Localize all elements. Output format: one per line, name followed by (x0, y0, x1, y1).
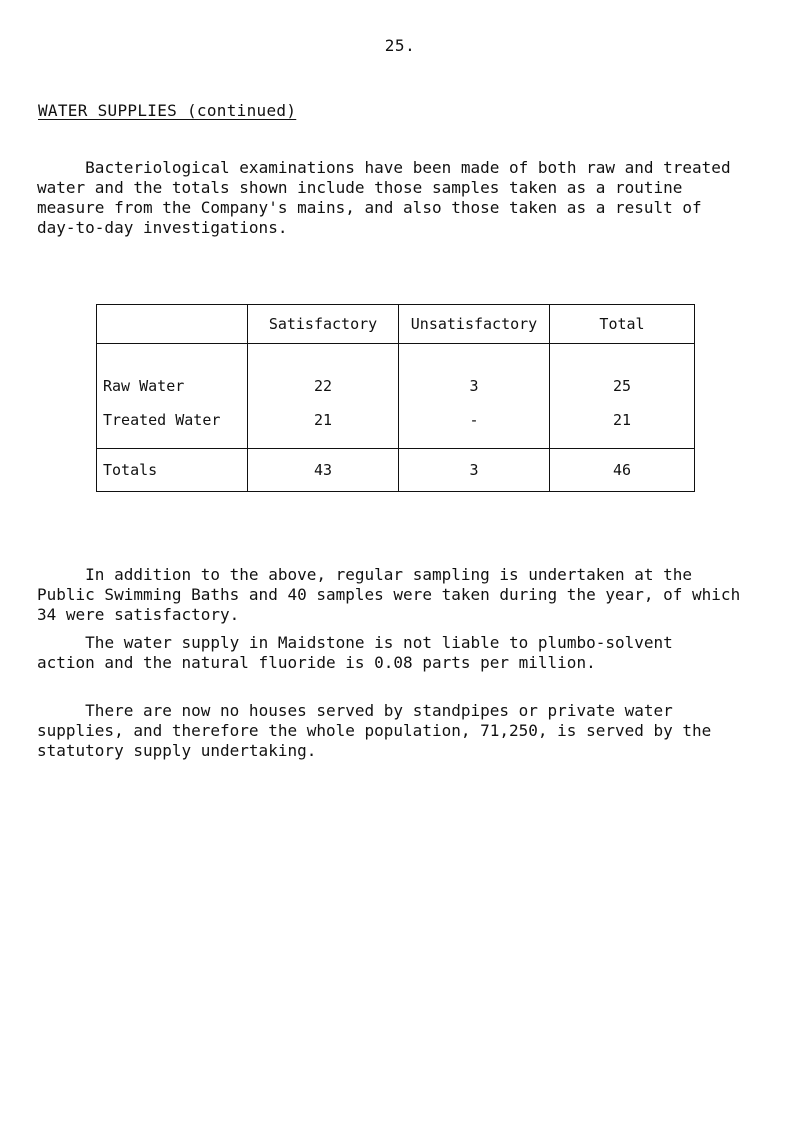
paragraph-fluoride: The water supply in Maidstone is not liable to plumbo-solvent action and the natural fluoride is 0.08 parts per million. (37, 633, 673, 672)
section-heading: WATER SUPPLIES (continued) (38, 101, 297, 120)
paragraph-swimming-baths: In addition to the above, regular sampling is undertaken at the Public Swimming Baths and 40 samples were taken during the year, of which 34 were satisfactory. (37, 565, 741, 624)
page-number: 25. (384, 36, 416, 55)
header-unsatisfactory: Unsatisfactory (399, 305, 550, 344)
cell-total: 21 (550, 406, 695, 449)
row-label: Treated Water (97, 406, 248, 449)
cell-unsatisfactory: 3 (399, 344, 550, 407)
row-label: Totals (97, 449, 248, 492)
header-satisfactory: Satisfactory (248, 305, 399, 344)
bacteriological-results-table (96, 304, 695, 492)
header-blank-cell (97, 305, 248, 344)
paragraph-intro: Bacteriological examinations have been made of both raw and treated water and the totals shown include those samples taken as a routine measure from the Company's mains, and also those taken as a result of day-to-day investigations. (37, 158, 731, 237)
table-row-treated-water (97, 406, 695, 449)
cell-total: 25 (550, 344, 695, 407)
table-header-row (97, 305, 695, 344)
cell-satisfactory: 22 (248, 344, 399, 407)
row-label: Raw Water (97, 344, 248, 407)
table-row-totals (97, 449, 695, 492)
cell-satisfactory: 43 (248, 449, 399, 492)
cell-unsatisfactory: - (399, 406, 550, 449)
header-total: Total (550, 305, 695, 344)
cell-unsatisfactory: 3 (399, 449, 550, 492)
cell-satisfactory: 21 (248, 406, 399, 449)
cell-total: 46 (550, 449, 695, 492)
table-row-raw-water (97, 344, 695, 407)
paragraph-standpipes: There are now no houses served by standpipes or private water supplies, and therefore the whole population, 71,250, is served by the statutory supply undertaking. (37, 701, 712, 760)
